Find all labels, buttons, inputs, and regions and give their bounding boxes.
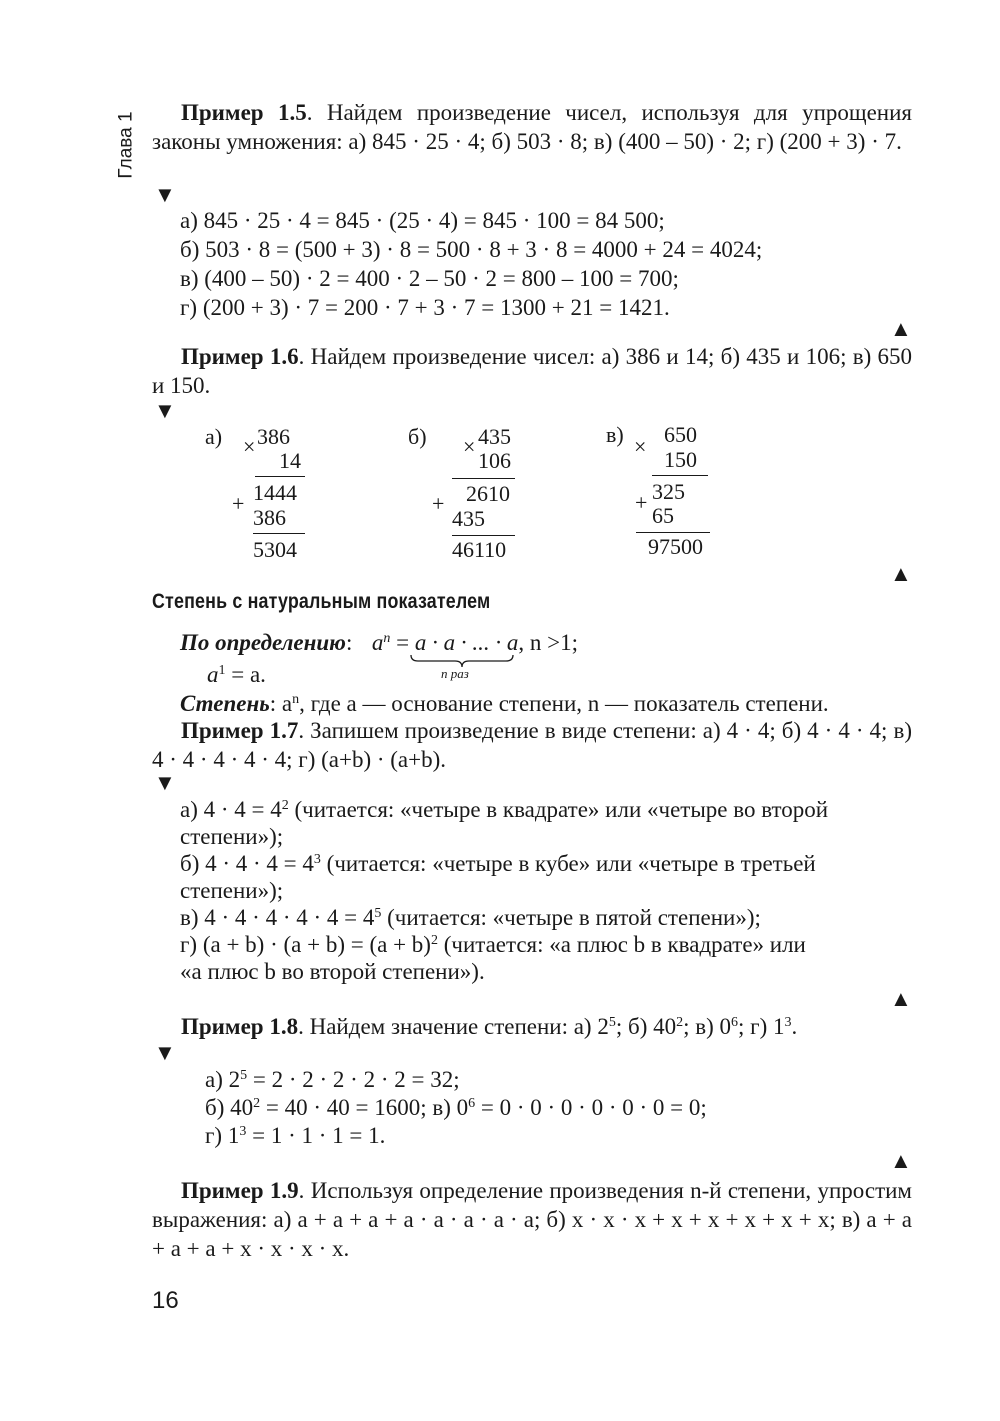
solution-end-marker: ▲ [890, 986, 912, 1011]
example-1-6 [152, 342, 912, 400]
times-sign: × [243, 434, 256, 459]
exponent: 2 [676, 1015, 684, 1030]
plus-sign: + [232, 491, 245, 516]
partial-product-2: 65 [652, 503, 674, 528]
line-exponent: 3 [313, 852, 321, 867]
solution-line: г) (200 + 3) · 7 = 200 · 7 + 3 · 7 = 1300 + 21 = 1421. [180, 295, 670, 320]
line-text-after: (читается: «четыре в кубе» или «четыре в третьей [320, 851, 816, 876]
solution-end-marker: ▲ [890, 561, 912, 586]
line-text-after: (читается: «четыре в пятой степени»); [381, 905, 761, 930]
example-1-8-statement [152, 1012, 912, 1041]
multiplicand: 435 [478, 424, 511, 449]
line-text: б) 40 [205, 1095, 254, 1120]
solution-line [180, 796, 920, 823]
line-exponent: 5 [240, 1068, 248, 1083]
example-text: . Найдем произведение чисел, используя для упрощения законы умножения: а) 845 · 25 · 4; б) 503 · 8; в) (400 – 50) · 2; г) (200 + 3) · 7. [152, 100, 912, 154]
rule-line [452, 478, 515, 479]
solution-line: в) (400 – 50) · 2 = 400 · 2 – 50 · 2 = 800 – 100 = 700; [180, 266, 679, 291]
line-text: а) 4 · 4 = 4 [180, 797, 282, 822]
line-text-after: = 2 · 2 · 2 · 2 · 2 = 32; [247, 1067, 460, 1092]
chapter-side-label [113, 100, 141, 190]
rule-line [255, 476, 305, 477]
item-label: в) [606, 422, 624, 447]
item-label: б) [408, 424, 427, 449]
line-text-after: (читается: «a плюс b в квадрате» или [437, 932, 806, 957]
line-text: степени»); [180, 824, 284, 849]
multiplier: 14 [279, 448, 301, 473]
chapter-label-text: Глава 1 [116, 111, 138, 179]
example-title: Пример 1.8 [181, 1014, 299, 1039]
solution-line [180, 904, 920, 931]
solution-start-marker: ▼ [154, 1040, 176, 1065]
example-1-5 [152, 98, 912, 156]
example-1-7-solution [180, 796, 920, 985]
definition-lhs-exponent: n [383, 631, 391, 646]
partial-product-2: 386 [253, 505, 286, 530]
definition-lhs: a [371, 630, 384, 655]
multiplicand: 386 [257, 424, 290, 449]
rule-line [652, 475, 708, 476]
first-power-definition [207, 660, 266, 690]
plus-sign: + [432, 491, 445, 516]
definition-equals: = [396, 630, 410, 655]
line-text: степени»); [180, 878, 284, 903]
n-times-label: n раз [441, 666, 469, 681]
power-text-after: , где a — основание степени, n — показатель степени. [299, 691, 829, 716]
example-1-7 [152, 716, 912, 774]
line-text: г) (a + b) · (a + b) = (a + b) [180, 932, 431, 957]
solution-line [205, 1122, 905, 1150]
solution-end-marker: ▲ [890, 1148, 912, 1173]
solution-start-marker: ▼ [154, 182, 176, 207]
line-text-after: = 0 · 0 · 0 · 0 · 0 · 0 = 0; [475, 1095, 707, 1120]
partial-product-1: 1444 [253, 480, 297, 505]
a1-exponent: 1 [218, 663, 226, 678]
line-text: а) 2 [205, 1067, 241, 1092]
solution-line [180, 850, 920, 877]
page-number: 16 [152, 1287, 179, 1314]
definition-label: По определению [180, 630, 346, 655]
example-text: ; в) 0 [683, 1014, 732, 1039]
partial-product-1: 325 [652, 479, 685, 504]
example-text: ; г) 1 [738, 1014, 785, 1039]
partial-product-1: 2610 [466, 481, 510, 506]
multiplier: 106 [478, 448, 511, 473]
example-title: Пример 1.5 [181, 100, 307, 125]
example-1-5-statement [152, 98, 912, 156]
times-sign: × [634, 434, 647, 459]
line-text-after: (читается: «четыре в квадрате» или «четыре во второй [288, 797, 829, 822]
example-text: . Найдем произведение чисел: а) 386 и 14; б) 435 и 106; в) 650 и 150. [152, 344, 913, 398]
example-1-9 [152, 1176, 912, 1263]
product-result: 46110 [452, 537, 507, 562]
solution-line [180, 958, 920, 985]
example-text: ; б) 40 [615, 1014, 677, 1039]
rule-line [452, 535, 515, 536]
product-result: 5304 [253, 537, 297, 562]
solution-start-marker: ▼ [154, 770, 176, 795]
line-exponent: 2 [430, 933, 438, 948]
example-text: . Запишем произведение в виде степени: а) 4 · 4; б) 4 · 4 · 4; в) 4 · 4 · 4 · 4 · 4; г) (a+b) · (a+b). [152, 718, 912, 772]
definition-colon: : [345, 630, 353, 655]
column-multiplication-c [606, 423, 726, 568]
solution-line: б) 503 · 8 = (500 + 3) · 8 = 500 · 8 + 3 · 8 = 4000 + 24 = 4024; [180, 237, 763, 262]
exponent: 3 [784, 1015, 792, 1030]
line-text-after: = 40 · 40 = 1600; в) 0 [260, 1095, 469, 1120]
partial-product-2: 435 [452, 506, 485, 531]
example-text: . [791, 1014, 798, 1039]
column-multiplication-b [408, 425, 538, 570]
line-text-after: = 1 · 1 · 1 = 1. [246, 1123, 386, 1148]
power-terms [180, 689, 829, 719]
power-label: Степень [180, 691, 270, 716]
example-1-8-solution [205, 1066, 905, 1150]
item-label: а) [205, 424, 223, 449]
rule-line [253, 533, 305, 534]
multiplicand: 650 [664, 422, 697, 447]
line-text: г) 1 [205, 1123, 240, 1148]
power-exponent: n [292, 692, 300, 707]
line-text: в) 4 · 4 · 4 · 4 · 4 = 4 [180, 905, 375, 930]
rule-line [636, 532, 710, 533]
solution-end-marker: ▲ [890, 316, 912, 341]
product-result: 97500 [648, 534, 703, 559]
column-multiplication-a [205, 425, 325, 570]
example-title: Пример 1.7 [181, 718, 299, 743]
example-1-5-solution [180, 206, 920, 322]
multiplier: 150 [664, 447, 697, 472]
solution-start-marker: ▼ [154, 398, 176, 423]
example-text: . Используя определение произведения n-й степени, упростим выражения: а) a + a + a + a · a · a · a · a; б) x · x · x + x + x + x + x + x; в) a + a + a + a + x · x · x · x. [152, 1178, 912, 1261]
a1-rest: = a. [225, 662, 266, 687]
solution-line [180, 823, 920, 850]
line-text: «a плюс b во второй степени»). [180, 959, 485, 984]
solution-line [205, 1066, 905, 1094]
exponent: 5 [608, 1015, 616, 1030]
solution-line: а) 845 · 25 · 4 = 845 · (25 · 4) = 845 · 100 = 84 500; [180, 208, 665, 233]
line-exponent: 3 [239, 1124, 247, 1139]
section-heading: Степень с натуральным показателем [152, 590, 491, 613]
example-1-9-statement [152, 1176, 912, 1263]
solution-line [205, 1094, 905, 1122]
times-sign: × [463, 434, 476, 459]
plus-sign: + [635, 490, 648, 515]
definition-product: a · a · ... · a [414, 630, 519, 655]
solution-line [180, 877, 920, 904]
line-exponent: 5 [374, 906, 382, 921]
power-text-before: : a [269, 691, 293, 716]
example-1-7-statement [152, 716, 912, 774]
solution-line [180, 931, 920, 958]
power-definition [180, 628, 578, 658]
exponent: 6 [731, 1015, 739, 1030]
example-1-6-statement [152, 342, 912, 400]
example-title: Пример 1.9 [181, 1178, 299, 1203]
line-exponent: 2 [253, 1096, 261, 1111]
line-exponent: 2 [281, 798, 289, 813]
line-exponent: 6 [468, 1096, 476, 1111]
example-1-8 [152, 1012, 912, 1041]
a1-base: a [207, 662, 219, 687]
example-title: Пример 1.6 [181, 344, 299, 369]
example-text: . Найдем значение степени: а) 2 [298, 1014, 609, 1039]
definition-condition: , n >1; [518, 630, 578, 655]
line-text: б) 4 · 4 · 4 = 4 [180, 851, 314, 876]
